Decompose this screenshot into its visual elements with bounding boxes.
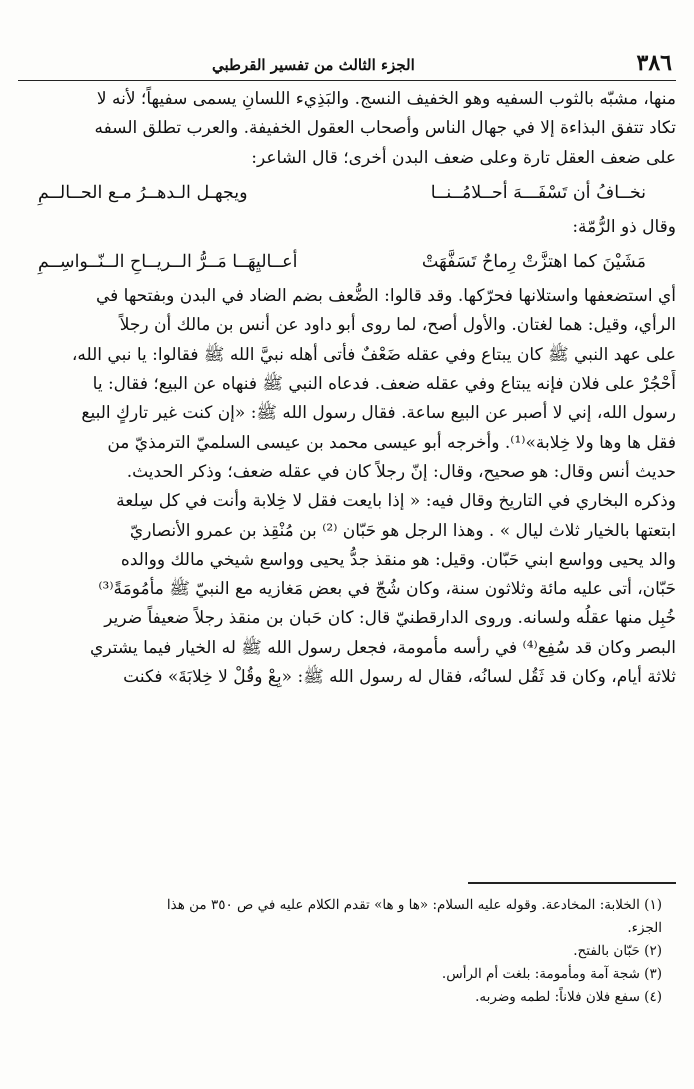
footnote-separator — [468, 882, 676, 884]
verse-second-hemistich: أعــاليِهَــا مَــرُّ الــريــاحِ الــنّــواسِــمِ — [38, 252, 298, 273]
text-line: حديث أنس وقال: هو صحيح، وقال: إنّ رجلاً كان في عقله ضعف؛ وذكر الحديث. — [126, 461, 676, 482]
verse-first-hemistich: نخــافُ أن تَسْفَـــهَ أحــلامُــنــا — [430, 182, 646, 203]
page-number: ٣٨٦ — [636, 50, 672, 76]
text-line: على ضعف العقل تارة وعلى ضعف البدن أخرى؛ قال الشاعر: — [251, 147, 676, 168]
text-line: البصر وكان قد سُفِع⁽⁴⁾ في رأسه مأمومة، فجعل رسول الله ﷺ له الخيار فيما يشتري — [90, 637, 676, 658]
text-line: ابتعتها بالخيار ثلاث ليال » . وهذا الرجل هو حَبّان ⁽²⁾ بن مُنْقِذ بن عمرو الأنصاريّ — [129, 520, 676, 541]
footnote-1: (١) الخلابة: المخادعة. وقوله عليه السلام: «ها و ها» تقدم الكلام عليه في ص ٣٥٠ من هذا — [166, 896, 662, 913]
text-line: الرأي، وقيل: هما لغتان. والأول أصح، لما روى أبو داود عن أنس بن مالك أن رجلاً — [119, 315, 676, 336]
text-line: أي استضعفها واستلانها فحرّكها. وقد قالوا: الضُّعف بضم الضاد في البدن وبفتحها في — [95, 286, 676, 307]
text-line: أَحْجُرْ على فلان فإنه يبتاع وفي عقله ضعف. فدعاه النبي ﷺ فنهاه عن البيع؛ فقال: يا — [92, 374, 676, 395]
text-line: وذكره البخاري في التاريخ وقال فيه: « إذا بايعت فقل لا خِلابة وأنت في كل سِلعة — [116, 491, 676, 512]
running-head: الجزء الثالث من تفسير القرطبي — [212, 56, 415, 74]
page-header — [18, 50, 676, 81]
text-line: رسول الله، إني لا أصبر عن البيع ساعة. فقال رسول الله ﷺ: «إن كنت غير تاركٍ البيع — [81, 403, 676, 424]
text-line: خُبِل منها عقلُه ولسانه. وروى الدارقطنيّ قال: كان حَبان بن منقذ رجلاً ضعيفاً ضرير — [104, 608, 676, 629]
poetry-verse-2 — [18, 242, 676, 282]
page — [18, 50, 676, 692]
text-line: فقل ها وها ولا خِلابة»⁽¹⁾. وأخرجه أبو عيسى محمد بن عيسى السلميّ الترمذيّ من — [107, 432, 676, 453]
verse-first-hemistich: مَشَيْنَ كما اهتزَّتْ رِماحٌ تَسَفَّهَتْ — [421, 252, 646, 273]
text-line: تكاد تتفق البذاءة إلا في جهال الناس وأصحاب العقول الخفيفة. والعرب تطلق السفه — [94, 118, 676, 139]
text-line: والد يحيى وواسع ابني حَبّان. وقيل: هو منقذ جدُّ يحيى وواسع شيخي مالك ووالده — [120, 549, 676, 570]
text-line: منها، مشبّه بالثوب السفيه وهو الخفيف النسج. والبَذِيء اللسانِ يسمى سفيهاً؛ لأنه لا — [96, 89, 676, 109]
footnote-1-continued: الجزء. — [627, 919, 662, 936]
text-line: وقال ذو الرُّمّة: — [572, 216, 676, 237]
poetry-verse-1 — [18, 173, 676, 213]
footnote-4: (٤) سفع فلان فلاناً: لطمه وضربه. — [475, 988, 662, 1005]
footnote-3: (٣) شجة آمة ومأمومة: بلغت أم الرأس. — [441, 965, 662, 982]
body-text — [18, 81, 676, 692]
text-line: على عهد النبي ﷺ كان يبتاع وفي عقله ضَعْفٌ فأتى أهله نبيَّ الله ﷺ فقالوا: يا نبي الله، — [71, 344, 676, 365]
footnotes — [18, 882, 676, 1009]
text-line: حَبّان، أتى عليه مائة وثلاثون سنة، وكان شُجّ في بعض مَغازيه مع النبيّ ﷺ مأمُومَةً⁽³⁾ — [98, 579, 676, 600]
verse-second-hemistich: ويجهـل الـدهــرُ مـع الحــالــمِ — [38, 182, 248, 203]
footnote-2: (٢) حَبّان بالفتح. — [573, 942, 662, 959]
text-line: ثلاثة أيام، وكان قد ثَقُل لسانُه، فقال له رسول الله ﷺ: «بِعْ وقُلْ لا خِلابَةَ» فكنت — [123, 667, 676, 688]
